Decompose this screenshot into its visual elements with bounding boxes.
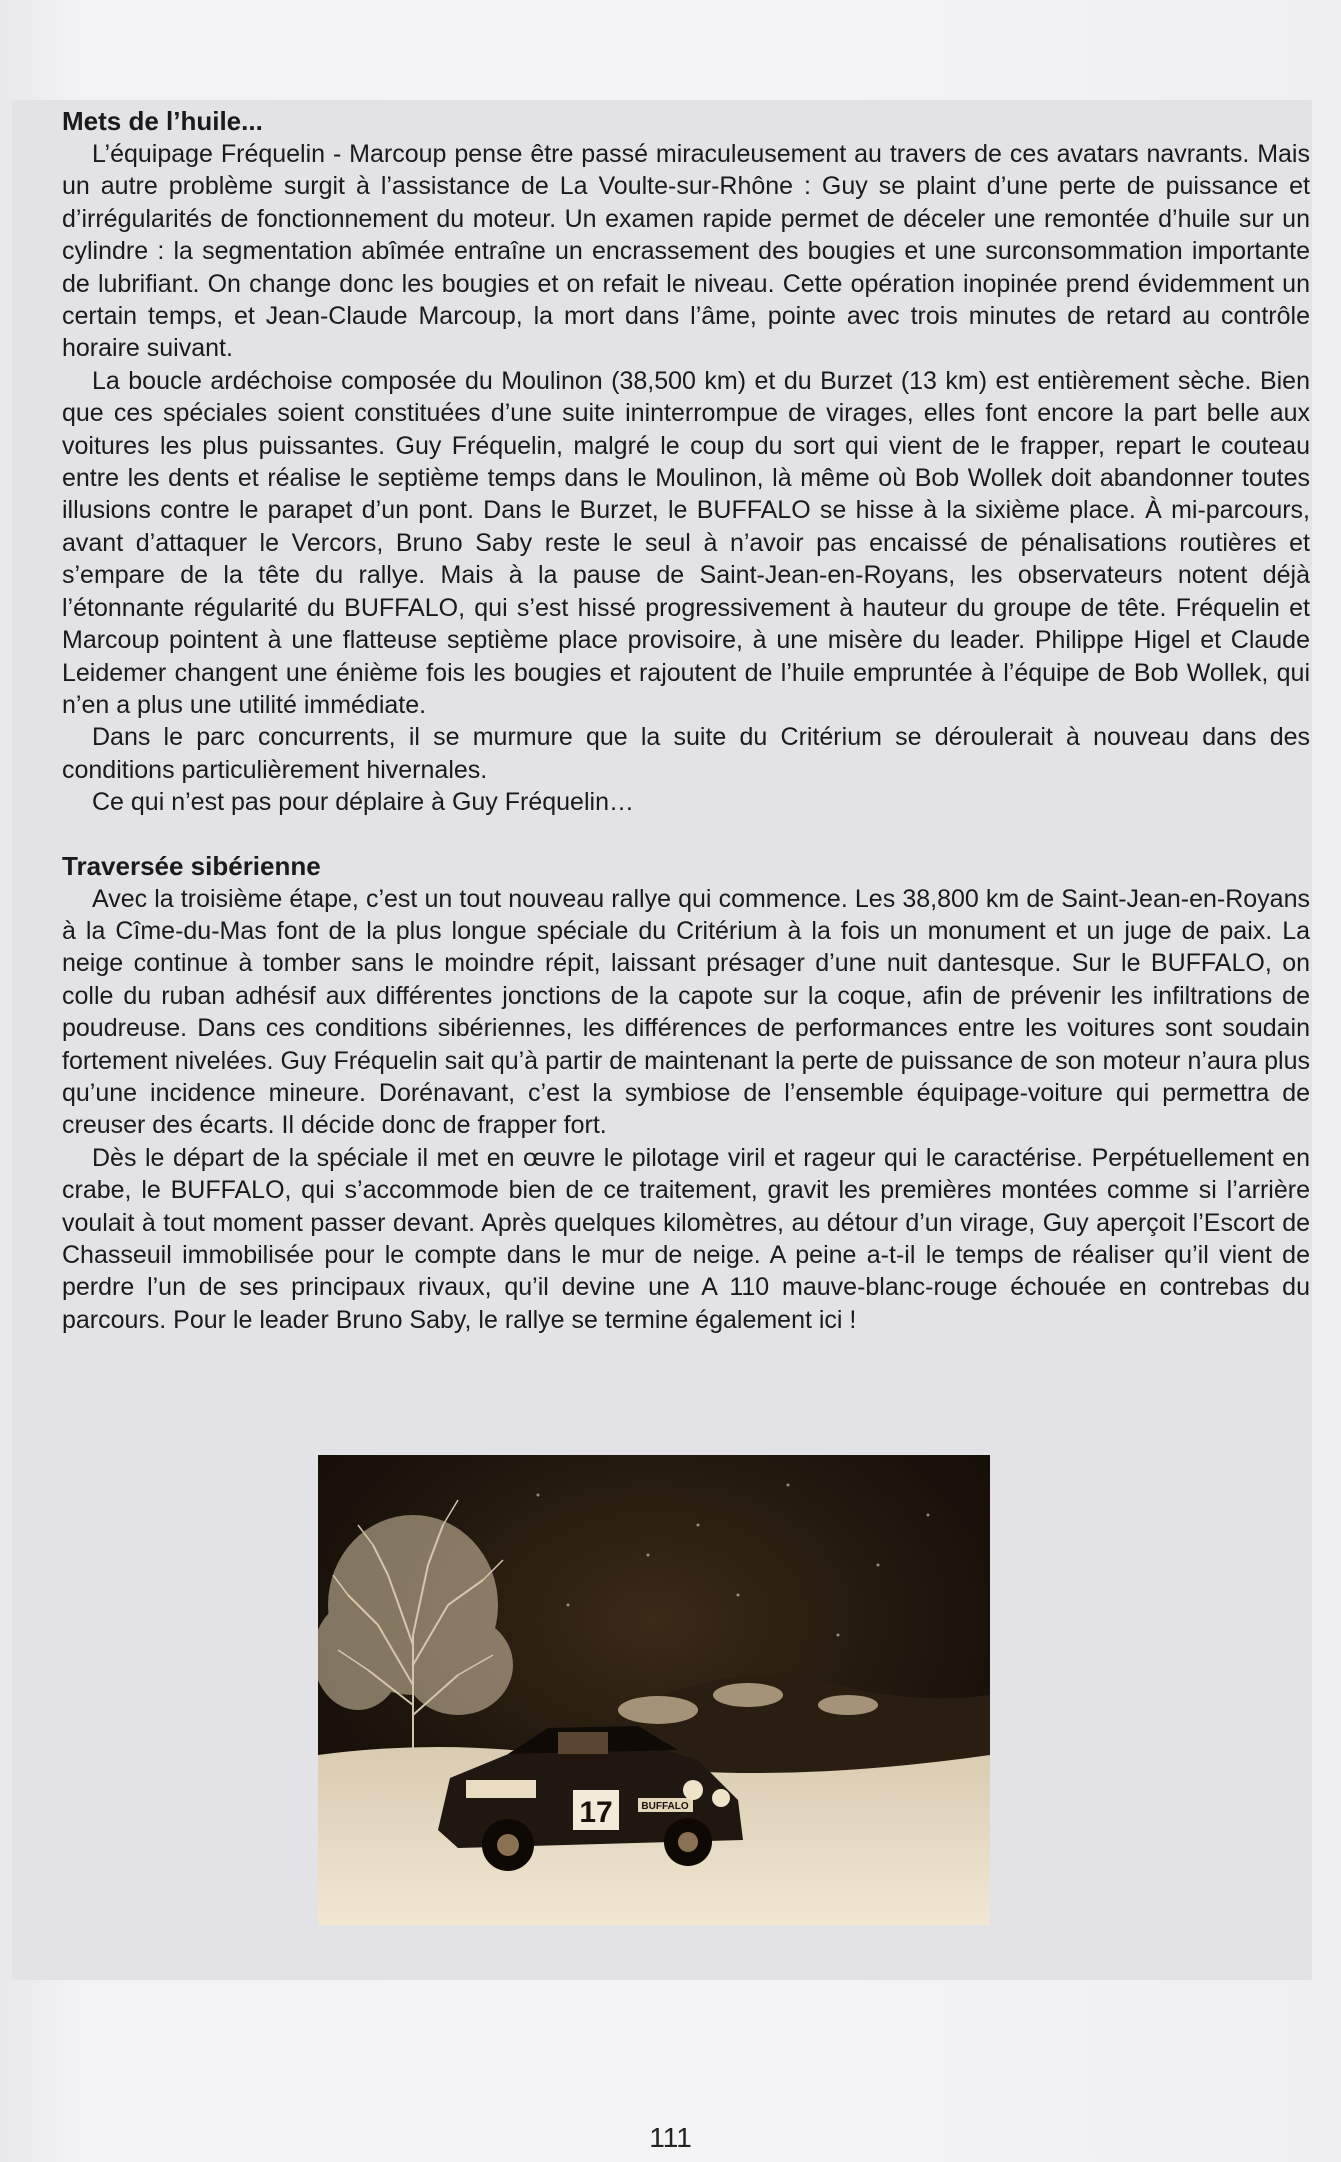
paragraph: Dans le parc concurrents, il se murmure que la suite du Critérium se déroulerait à nouveau dans des conditions particulièrement hivernales.	[62, 723, 1310, 784]
article-body	[62, 104, 1310, 1336]
rally-car-snow-photo	[318, 1455, 990, 1925]
paragraph: Dès le départ de la spéciale il met en œuvre le pilotage viril et rageur qui le caractérise. Perpétuellement en crabe, le BUFFALO, qui s’accommode bien de ce traitement, gravit les premières montées comme si l’arrière voulait à tout moment passer devant. Après quelques kilomètres, au détour d’un virage, Guy aperçoit l’Escort de Chasseuil immobilisée pour le compte dans le mur de neige. A peine a-t-il le temps de réaliser qu’il vient de perdre l’un de ses principaux rivaux, qu’il devine une A 110 mauve-blanc-rouge échouée en contrebas du parcours. Pour le leader Bruno Saby, le rallye se termine également ici !	[62, 1143, 1310, 1334]
paragraph: La boucle ardéchoise composée du Moulinon (38,500 km) et du Burzet (13 km) est entièrement sèche. Bien que ces spéciales soient constituées d’une suite ininterrompue de virages, elles font encore la part belle aux voitures les plus puissantes. Guy Fréquelin, malgré le coup du sort qui vient de le frapper, repart le couteau entre les dents et réalise le septième temps dans le Moulinon, là même où Bob Wollek doit abandonner toutes illusions contre le parapet d’un pont. Dans le Burzet, le BUFFALO se hisse à la sixième place. À mi-parcours, avant d’attaquer le Vercors, Bruno Saby reste le seul à n’avoir pas encaissé de pénalisations routières et s’empare de la tête du rallye. Mais à la pause de Saint-Jean-en-Royans, les observateurs notent déjà l’étonnante régularité du BUFFALO, qui s’est hissé progressivement à hauteur du groupe de tête. Fréquelin et Marcoup pointent à une flatteuse septième place provisoire, à une misère du leader. Philippe Higel et Claude Leidemer changent une énième fois les bougies et rajoutent de l’huile empruntée à l’équipe de Bob Wollek, qui n’en a plus une utilité immédiate.	[62, 366, 1310, 719]
car-number: 17	[579, 1796, 613, 1829]
car-sticker: BUFFALO	[641, 1801, 689, 1812]
section-heading-siberienne: Traversée sibérienne	[62, 850, 321, 881]
paragraph: Ce qui n’est pas pour déplaire à Guy Fréquelin…	[92, 788, 634, 817]
section-heading-huile: Mets de l’huile...	[62, 106, 263, 136]
section-spacer	[62, 819, 1310, 849]
page-number: 111	[649, 2122, 692, 2153]
paragraph: L’équipage Fréquelin - Marcoup pense être passé miraculeusement au travers de ces avatars navrants. Mais un autre problème surgit à l’assistance de La Voulte-sur-Rhône : Guy se plaint d’une perte de puissance et d’irrégularités de fonctionnement du moteur. Un examen rapide permet de déceler une remontée d’huile sur un cylindre : la segmentation abîmée entraîne un encrassement des bougies et une surconsommation importante de lubrifiant. On change donc les bougies et on refait le niveau. Cette opération inopinée prend évidemment un certain temps, et Jean-Claude Marcoup, la mort dans l’âme, pointe avec trois minutes de retard au contrôle horaire suivant.	[62, 140, 1310, 363]
paragraph: Avec la troisième étape, c’est un tout nouveau rallye qui commence. Les 38,800 km de Saint-Jean-en-Royans à la Cîme-du-Mas font de la plus longue spéciale du Critérium à la fois un monument et un juge de paix. La neige continue à tomber sans le moindre répit, laissant présager d’une nuit dantesque. Sur le BUFFALO, on colle du ruban adhésif aux différentes jonctions de la capote sur la coque, afin de prévenir les infiltrations de poudreuse. Dans ces conditions sibériennes, les différences de performances entre les voitures sont soudain fortement nivelées. Guy Fréquelin sait qu’à partir de maintenant la perte de puissance de son moteur n’aura plus qu’une incidence mineure. Dorénavant, c’est la symbiose de l’ensemble équipage-voiture qui permettra de creuser des écarts. Il décide donc de frapper fort.	[62, 884, 1310, 1140]
